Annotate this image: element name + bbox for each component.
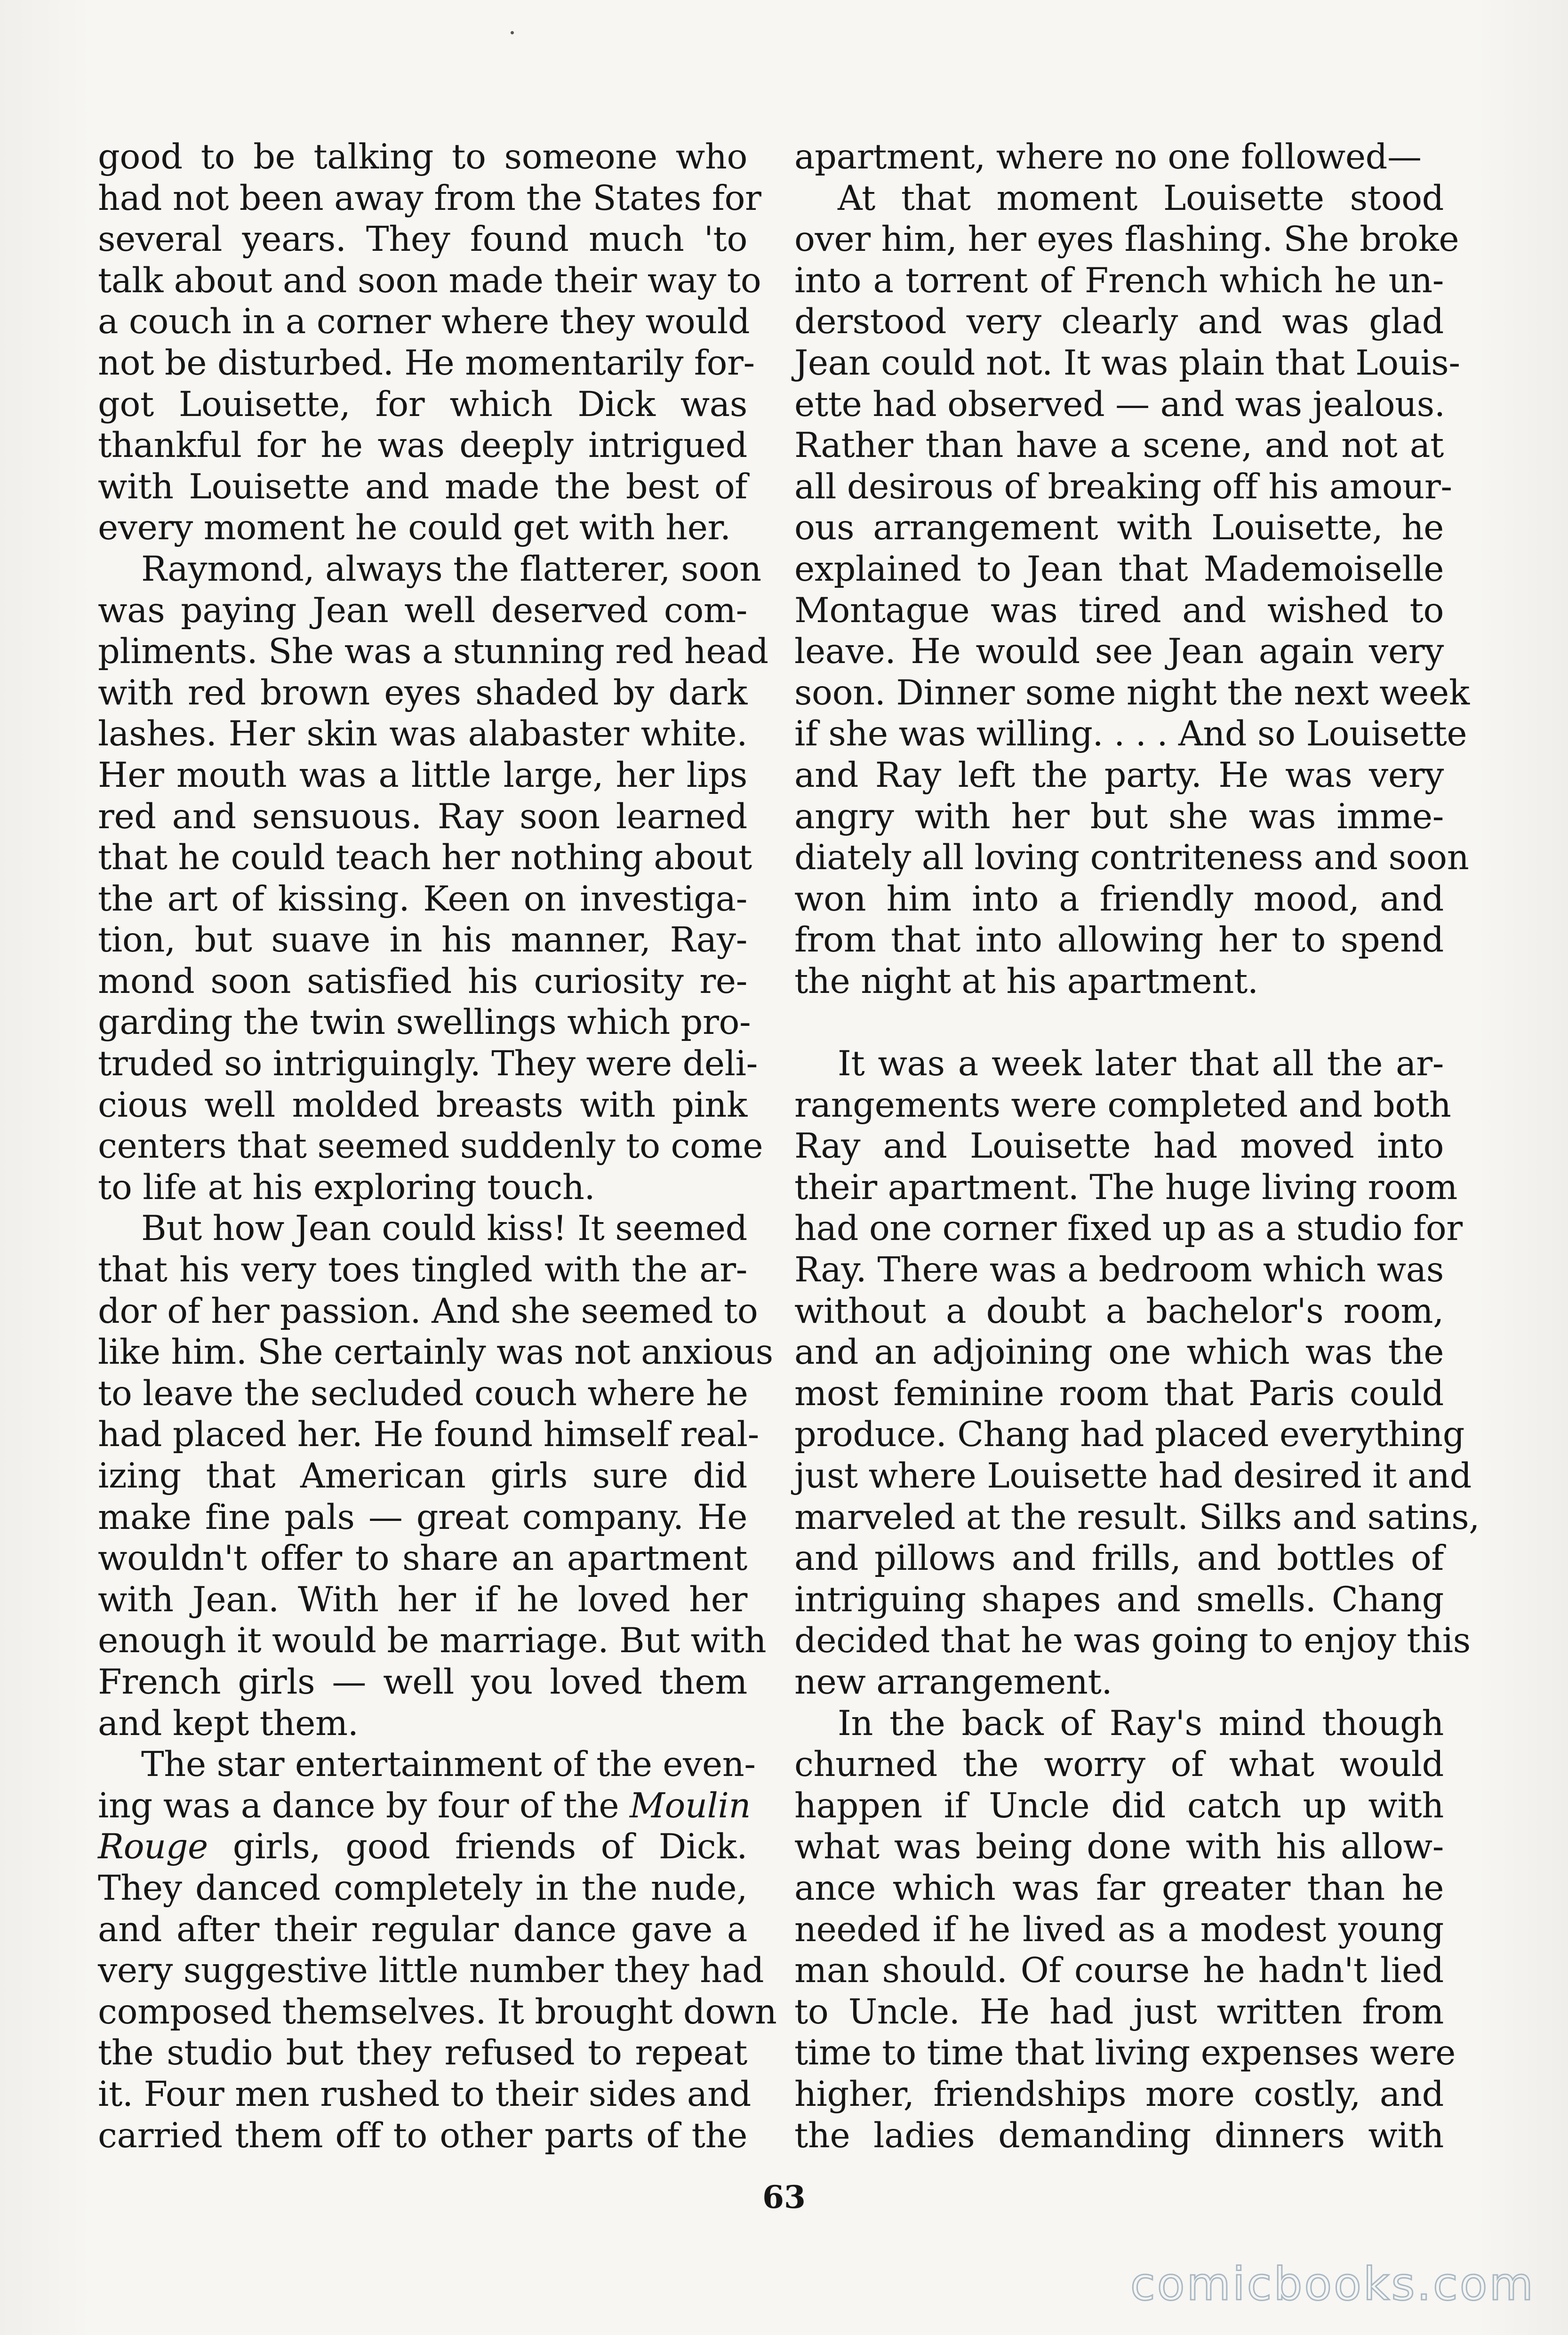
text-line: apartment, where no one followed—	[794, 137, 1422, 177]
section-break	[794, 1002, 1444, 1043]
text-line: all desirous of breaking off his amour-	[794, 466, 1452, 507]
text-line: time to time that living expenses were	[794, 2033, 1456, 2073]
text-line: very suggestive little number they had	[98, 1951, 764, 1991]
text-line: and kept them.	[98, 1703, 359, 1743]
text-line: red and sensuous. Ray soon learned	[98, 796, 747, 837]
text-line: and Ray left the party. He was very	[794, 755, 1444, 795]
text-line: the ladies demanding dinners with	[794, 2115, 1444, 2156]
text-line: had one corner fixed up as a studio for	[794, 1208, 1463, 1249]
text-line: most feminine room that Paris could	[794, 1373, 1444, 1414]
text-line: It was a week later that all the ar-	[838, 1044, 1444, 1084]
text-line: and an adjoining one which was the	[794, 1332, 1444, 1373]
text-line: had placed her. He found himself real-	[98, 1415, 759, 1455]
text-line: enough it would be marriage. But with	[98, 1621, 767, 1661]
text-line: good to be talking to someone who	[98, 137, 747, 177]
text-line: pliments. She was a stunning red head	[98, 632, 768, 672]
text-line: to Uncle. He had just written from	[794, 1991, 1444, 2032]
text-line: man should. Of course he hadn't lied	[794, 1951, 1444, 1991]
text-line: truded so intriguingly. They were deli-	[98, 1044, 758, 1084]
text-line: In the back of Ray's mind though	[838, 1703, 1444, 1743]
print-speck	[511, 31, 514, 34]
text-line: and after their regular dance gave a	[98, 1909, 747, 1950]
text-line: like him. She certainly was not anxious	[98, 1332, 773, 1373]
text-line: won him into a friendly mood, and	[794, 879, 1444, 919]
text-line: into a torrent of French which he un-	[794, 260, 1444, 301]
text-line: Her mouth was a little large, her lips	[98, 755, 747, 795]
text-line: had not been away from the States for	[98, 178, 761, 218]
text-line: ette had observed — and was jealous.	[794, 384, 1445, 424]
text-line: the art of kissing. Keen on investiga-	[98, 879, 747, 919]
text-line: garding the twin swellings which pro-	[98, 1002, 751, 1043]
text-line: what was being done with his allow-	[794, 1827, 1444, 1867]
right-text-column	[794, 136, 1480, 2156]
text-line: soon. Dinner some night the next week	[794, 672, 1470, 713]
text-line: mond soon satisfied his curiosity re-	[98, 961, 747, 1001]
text-line: thankful for he was deeply intrigued	[98, 425, 747, 466]
text-line: Montague was tired and wished to	[794, 590, 1444, 631]
text-line: Raymond, always the flatterer, soon	[141, 549, 761, 589]
text-line: higher, friendships more costly, and	[794, 2074, 1444, 2114]
text-line: dor of her passion. And she seemed to	[98, 1291, 758, 1331]
text-line: just where Louisette had desired it and	[794, 1456, 1472, 1496]
text-line: Jean could not. It was plain that Louis-	[794, 343, 1460, 383]
text-line: it. Four men rushed to their sides and	[98, 2074, 751, 2114]
text-line: cious well molded breasts with pink	[98, 1085, 747, 1125]
text-line: carried them off to other parts of the	[98, 2115, 747, 2156]
text-line: Rather than have a scene, and not at	[794, 425, 1444, 466]
text-line: ing was a dance by four of the Moulin	[98, 1785, 751, 1826]
text-line: lashes. Her skin was alabaster white.	[98, 714, 747, 754]
text-line: churned the worry of what would	[794, 1744, 1444, 1785]
text-line: that he could teach her nothing about	[98, 838, 752, 878]
text-line: the studio but they refused to repeat	[98, 2033, 747, 2073]
text-line: Ray and Louisette had moved into	[794, 1126, 1444, 1167]
text-line: with red brown eyes shaded by dark	[98, 672, 747, 713]
text-line: and pillows and frills, and bottles of	[794, 1538, 1444, 1579]
text-line: without a doubt a bachelor's room,	[794, 1291, 1444, 1331]
text-line: wouldn't offer to share an apartment	[98, 1538, 747, 1579]
text-line: several years. They found much 'to	[98, 219, 747, 260]
text-line: centers that seemed suddenly to come	[98, 1126, 763, 1167]
text-line: rangements were completed and both	[794, 1085, 1451, 1125]
text-line: to leave the secluded couch where he	[98, 1373, 748, 1414]
text-line: tion, but suave in his manner, Ray-	[98, 920, 747, 960]
text-line: make fine pals — great company. He	[98, 1497, 747, 1537]
text-line: ous arrangement with Louisette, he	[794, 508, 1444, 548]
text-line: with Jean. With her if he loved her	[98, 1579, 747, 1620]
text-line: diately all loving contriteness and soon	[794, 838, 1469, 878]
text-line: angry with her but she was imme-	[794, 796, 1444, 837]
text-line: if she was willing. . . . And so Louisette	[794, 714, 1467, 754]
text-line: a couch in a corner where they would	[98, 302, 750, 342]
text-line: derstood very clearly and was glad	[794, 302, 1444, 342]
text-line: every moment he could get with her.	[98, 508, 731, 548]
text-line: that his very toes tingled with the ar-	[98, 1250, 747, 1290]
text-line: over him, her eyes flashing. She broke	[794, 219, 1459, 260]
text-line: French girls — well you loved them	[98, 1662, 747, 1702]
text-line: was paying Jean well deserved com-	[98, 590, 747, 631]
text-line: The star entertainment of the even-	[141, 1744, 756, 1785]
text-line: needed if he lived as a modest young	[794, 1909, 1444, 1950]
text-line: composed themselves. It brought down	[98, 1991, 777, 2032]
text-line: with Louisette and made the best of	[98, 466, 747, 507]
text-line: intriguing shapes and smells. Chang	[794, 1579, 1444, 1620]
text-line: produce. Chang had placed everything	[794, 1415, 1465, 1455]
text-line: explained to Jean that Mademoiselle	[794, 549, 1444, 589]
text-line: They danced completely in the nude,	[98, 1868, 747, 1908]
text-line: decided that he was going to enjoy this	[794, 1621, 1471, 1661]
text-line: marveled at the result. Silks and satins,	[794, 1497, 1480, 1537]
left-text-column	[98, 136, 777, 2156]
text-line: happen if Uncle did catch up with	[794, 1785, 1444, 1826]
text-line: Ray. There was a bedroom which was	[794, 1250, 1444, 1290]
text-line: talk about and soon made their way to	[98, 260, 761, 301]
text-line: got Louisette, for which Dick was	[98, 384, 747, 424]
text-line: the night at his apartment.	[794, 961, 1258, 1001]
watermark-logo: comicbooks.com	[1130, 2258, 1535, 2311]
text-line: leave. He would see Jean again very	[794, 632, 1444, 672]
text-line: Rouge girls, good friends of Dick.	[98, 1827, 747, 1867]
page-number: 63	[762, 2179, 806, 2215]
text-line: new arrangement.	[794, 1662, 1112, 1702]
text-line: their apartment. The huge living room	[794, 1167, 1457, 1207]
text-line: At that moment Louisette stood	[838, 178, 1444, 218]
text-line: ance which was far greater than he	[794, 1868, 1444, 1908]
text-line: from that into allowing her to spend	[794, 920, 1444, 960]
text-line: to life at his exploring touch.	[98, 1167, 595, 1207]
text-line: But how Jean could kiss! It seemed	[141, 1208, 747, 1249]
text-line: izing that American girls sure did	[98, 1456, 747, 1496]
text-line: not be disturbed. He momentarily for-	[98, 343, 755, 383]
